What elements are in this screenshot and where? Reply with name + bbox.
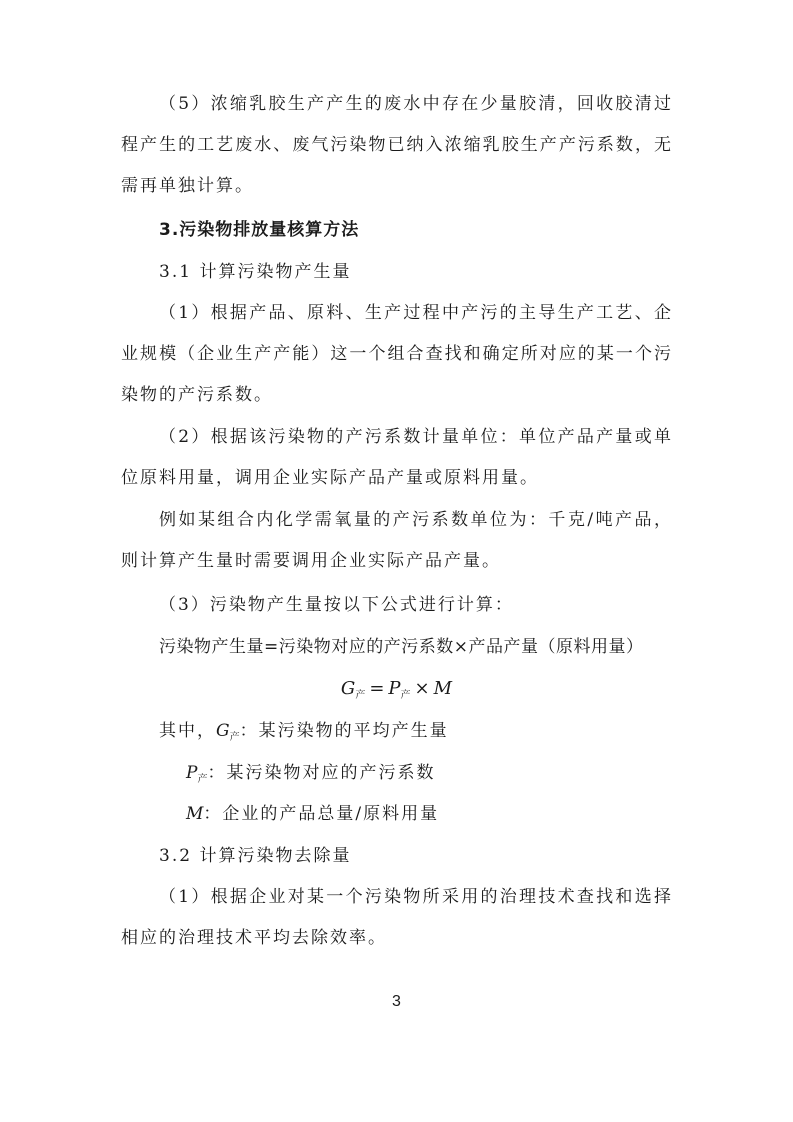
formula-equals: =	[369, 678, 385, 699]
def-var-m: M	[186, 804, 204, 824]
def-m-text: ：企业的产品总量/原料用量	[203, 804, 440, 824]
def-var-p: $P_产$	[186, 763, 208, 785]
definition-p	[186, 753, 435, 800]
where-prefix: 其中，	[159, 721, 216, 741]
section-heading-3: 3.污染物排放量核算方法	[159, 220, 360, 240]
paragraph-example: 例如某组合内化学需氧量的产污系数单位为：千克/吨产品，则计算产生量时需要调用企业实际产品产量。	[121, 510, 673, 571]
def-g-text: ：某污染物的平均产生量	[239, 721, 449, 741]
def-var-g: $G_产$	[216, 721, 240, 743]
def-p-text: ：某污染物对应的产污系数	[207, 763, 436, 783]
formula-var-p: $P_产$	[388, 678, 411, 701]
formula-var-m: M	[433, 678, 453, 699]
formula-times: ×	[414, 678, 430, 699]
page-number: 3	[392, 993, 401, 1010]
formula-equation	[0, 668, 793, 716]
formula-var-g: $G_产$	[340, 678, 366, 701]
paragraph-step-1: （1）根据产品、原料、生产过程中产污的主导生产工艺、企业规模（企业生产产能）这一个组合查找和确定所对应的某一个污染物的产污系数。	[121, 303, 673, 405]
formula-text: 污染物产生量=污染物对应的产污系数×产品产量（原料用量）	[159, 637, 644, 657]
definition-g	[159, 711, 449, 758]
definition-m	[186, 794, 439, 835]
paragraph-latex-wastewater: （5）浓缩乳胶生产产生的废水中存在少量胶清，回收胶清过程产生的工艺废水、废气污染物已纳入浓缩乳胶生产产污系数，无需再单独计算。	[121, 94, 673, 196]
paragraph-removal-step-1: （1）根据企业对某一个污染物所采用的治理技术查找和选择相应的治理技术平均去除效率。	[121, 887, 673, 948]
paragraph-step-3: （3）污染物产生量按以下公式进行计算：	[159, 595, 514, 615]
paragraph-step-2: （2）根据该污染物的产污系数计量单位：单位产品产量或单位原料用量，调用企业实际产品产量或原料用量。	[121, 427, 673, 488]
subsection-heading-3-1: 3.1 计算污染物产生量	[159, 262, 352, 282]
subsection-heading-3-2: 3.2 计算污染物去除量	[159, 846, 352, 866]
